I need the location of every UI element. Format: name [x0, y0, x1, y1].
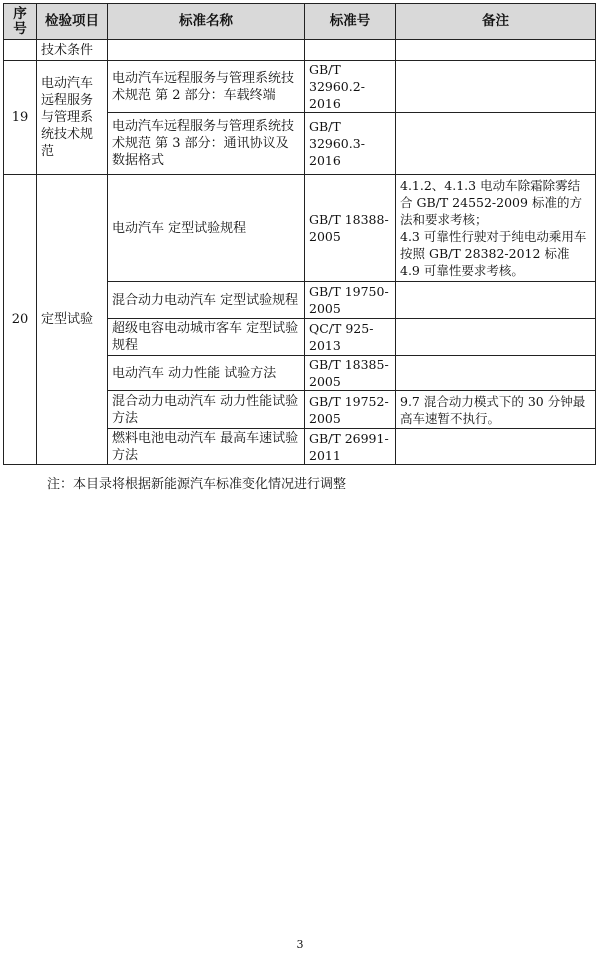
- remark-cell: [396, 113, 596, 175]
- standard-number-cell: GB/T 18385-2005: [305, 356, 396, 391]
- standards-table: [3, 3, 596, 465]
- standard-number-cell: [305, 40, 396, 61]
- standard-number-cell: GB/T 32960.3-2016: [305, 113, 396, 175]
- footnote: 注：本目录将根据新能源汽车标准变化情况进行调整: [47, 477, 347, 492]
- header-item: 检验项目: [37, 4, 108, 40]
- item-cell: 电动汽车远程服务与管理系统技术规范: [37, 61, 108, 175]
- standard-name-cell: 电动汽车远程服务与管理系统技术规范 第 3 部分：通讯协议及数据格式: [108, 113, 305, 175]
- standard-name-cell: 电动汽车 动力性能 试验方法: [108, 356, 305, 391]
- header-seq: 序 号: [4, 4, 37, 40]
- header-number: 标准号: [305, 4, 396, 40]
- standard-number-cell: GB/T 19750-2005: [305, 282, 396, 319]
- item-cell: 技术条件: [37, 40, 108, 61]
- remark-cell: [396, 40, 596, 61]
- standard-name-cell: 燃料电池电动汽车 最高车速试验方法: [108, 429, 305, 465]
- seq-cell: 20: [4, 175, 37, 465]
- standard-name-cell: 电动汽车 定型试验规程: [108, 175, 305, 282]
- standard-name-cell: [108, 40, 305, 61]
- standard-name-cell: 混合动力电动汽车 动力性能试验方法: [108, 391, 305, 429]
- standard-name-cell: 混合动力电动汽车 定型试验规程: [108, 282, 305, 319]
- header-name: 标准名称: [108, 4, 305, 40]
- remark-cell: [396, 356, 596, 391]
- standard-number-cell: GB/T 19752-2005: [305, 391, 396, 429]
- remark-cell: [396, 429, 596, 465]
- item-cell: 定型试验: [37, 175, 108, 465]
- table-row: [4, 61, 596, 113]
- table-row: [4, 40, 596, 61]
- seq-cell: [4, 40, 37, 61]
- remark-cell: [396, 282, 596, 319]
- standard-name-cell: 超级电容电动城市客车 定型试验规程: [108, 319, 305, 356]
- header-remark: 备注: [396, 4, 596, 40]
- table-row: [4, 175, 596, 282]
- page-number: 3: [296, 938, 304, 951]
- standard-number-cell: QC/T 925-2013: [305, 319, 396, 356]
- remark-cell: 9.7 混合动力模式下的 30 分钟最高车速暂不执行。: [396, 391, 596, 429]
- table-header-row: [4, 4, 596, 40]
- remark-cell: [396, 61, 596, 113]
- standard-number-cell: GB/T 26991-2011: [305, 429, 396, 465]
- remark-cell: 4.1.2、4.1.3 电动车除霜除雾结合 GB/T 24552-2009 标准的方法和要求考核； 4.3 可靠性行驶对于纯电动乘用车按照 GB/T 28382-2012 标准 4.9 可靠性要求考核。: [396, 175, 596, 282]
- seq-cell: 19: [4, 61, 37, 175]
- standard-name-cell: 电动汽车远程服务与管理系统技术规范 第 2 部分：车载终端: [108, 61, 305, 113]
- remark-cell: [396, 319, 596, 356]
- standard-number-cell: GB/T 32960.2-2016: [305, 61, 396, 113]
- standard-number-cell: GB/T 18388-2005: [305, 175, 396, 282]
